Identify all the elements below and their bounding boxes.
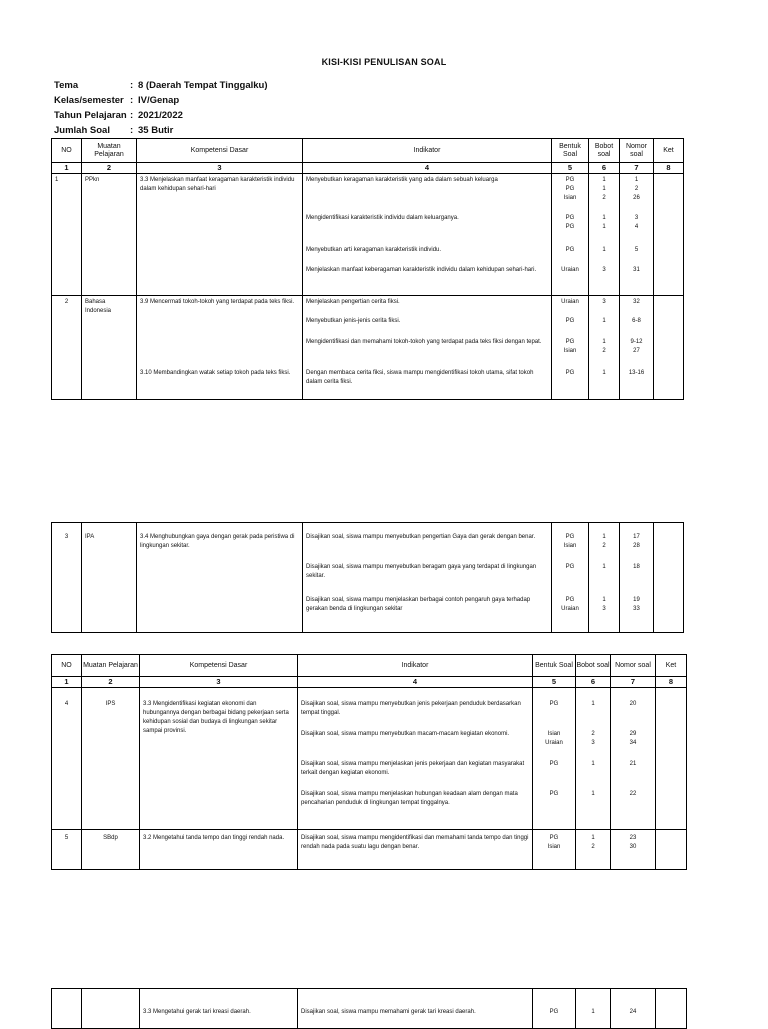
row-no-text: 4 bbox=[64, 701, 69, 707]
row-kd bbox=[140, 688, 298, 830]
row-nomor bbox=[620, 296, 654, 400]
row-kd-text: 3.3 Menjelaskan manfaat keragaman karakteristik individu dalam kehidupan sehari-hari bbox=[140, 177, 295, 192]
row-mapel bbox=[82, 174, 137, 296]
nomor-group bbox=[623, 214, 650, 232]
header-no: NO bbox=[52, 655, 82, 677]
col-number: 2 bbox=[82, 163, 137, 174]
bentuk-value: Isian bbox=[563, 543, 577, 549]
bentuk-value: PG bbox=[565, 177, 575, 183]
bobot-value: 1 bbox=[602, 177, 606, 183]
bentuk-value: PG bbox=[565, 564, 575, 570]
meta-value: IV/Genap bbox=[138, 95, 180, 106]
nomor-group bbox=[623, 533, 650, 551]
row-bobot bbox=[589, 296, 620, 400]
indikator-item: Disajikan soal, siswa mampu menjelaskan berbagai contoh pengaruh gaya terhadap gerakan benda di lingkungan sekitar bbox=[306, 597, 531, 612]
col-number: 7 bbox=[611, 677, 656, 688]
bentuk-value: PG bbox=[549, 701, 559, 707]
meta-label: Tema bbox=[54, 80, 79, 91]
bobot-value: 2 bbox=[591, 731, 595, 737]
bentuk-value: PG bbox=[549, 1009, 559, 1015]
col-number: 4 bbox=[298, 677, 533, 688]
nomor-value: 18 bbox=[633, 564, 640, 570]
nomor-value: 31 bbox=[633, 267, 640, 273]
col-number: 6 bbox=[576, 677, 611, 688]
row-mapel bbox=[82, 296, 137, 400]
nomor-value: 6-8 bbox=[632, 318, 641, 324]
bentuk-group bbox=[555, 214, 585, 232]
row-kd bbox=[140, 830, 298, 870]
row-bentuk bbox=[533, 830, 576, 870]
row-indikator bbox=[298, 830, 533, 870]
row-indikator bbox=[303, 174, 552, 296]
bentuk-group bbox=[555, 338, 585, 356]
header-nomor: Nomor soal bbox=[611, 655, 656, 677]
header-nomor: Nomor soal bbox=[620, 139, 654, 163]
bentuk-value: Isian bbox=[547, 731, 561, 737]
indikator-item: Disajikan soal, siswa mampu mengidentifikasi dan memahami tanda tempo dan tinggi rendah nada pada suatu lagu dengan benar. bbox=[301, 835, 529, 850]
row-ket bbox=[654, 296, 684, 400]
bobot-value: 1 bbox=[602, 247, 606, 253]
row-mapel bbox=[82, 989, 140, 1029]
header-indikator: Indikator bbox=[303, 139, 552, 163]
bentuk-value: Uraian bbox=[561, 267, 579, 273]
indikator-item: Menyebutkan arti keragaman karakteristik individu. bbox=[306, 247, 442, 253]
bobot-group bbox=[592, 214, 616, 232]
row-kd bbox=[137, 174, 303, 296]
bentuk-value: PG bbox=[565, 534, 575, 540]
nomor-value: 9-12 bbox=[630, 339, 643, 345]
row-bobot bbox=[589, 174, 620, 296]
row-no-text: 1 bbox=[55, 177, 59, 183]
bentuk-value: Isian bbox=[563, 195, 577, 201]
bobot-value: 1 bbox=[602, 534, 606, 540]
bentuk-value: PG bbox=[565, 186, 575, 192]
row-no bbox=[52, 830, 82, 870]
bentuk-value: PG bbox=[549, 791, 559, 797]
header-ket: Ket bbox=[656, 655, 687, 677]
row-ket bbox=[654, 523, 684, 633]
nomor-value: 19 bbox=[633, 597, 640, 603]
nomor-value: 33 bbox=[633, 606, 640, 612]
row-mapel-text: SBdp bbox=[103, 835, 118, 841]
col-number: 4 bbox=[303, 163, 552, 174]
bentuk-group bbox=[536, 730, 572, 748]
bentuk-group bbox=[555, 533, 585, 551]
row-nomor bbox=[620, 523, 654, 633]
bentuk-value: PG bbox=[565, 339, 575, 345]
column-number-row bbox=[52, 677, 687, 688]
header-bentuk: Bentuk Soal bbox=[552, 139, 589, 163]
bentuk-value: Isian bbox=[547, 844, 561, 850]
bobot-group bbox=[592, 596, 616, 614]
row-no-text: 3 bbox=[64, 534, 69, 540]
bobot-group bbox=[579, 730, 607, 748]
nomor-value: 32 bbox=[633, 299, 640, 305]
meta-colon: : bbox=[130, 110, 134, 121]
header-ket: Ket bbox=[654, 139, 684, 163]
row-ket bbox=[654, 174, 684, 296]
col-number: 3 bbox=[140, 677, 298, 688]
bentuk-value: PG bbox=[565, 247, 575, 253]
bentuk-value: PG bbox=[549, 761, 559, 767]
bobot-value: 2 bbox=[591, 844, 595, 850]
bentuk-value: Uraian bbox=[545, 740, 563, 746]
row-kd-text: 3.3 Mengetahui gerak tari kreasi daerah. bbox=[143, 1009, 251, 1015]
row-bobot bbox=[576, 688, 611, 830]
nomor-group bbox=[623, 338, 650, 356]
row-indikator bbox=[303, 296, 552, 400]
meta-label: Jumlah Soal bbox=[54, 125, 110, 136]
bobot-value: 1 bbox=[591, 1009, 595, 1015]
bobot-value: 2 bbox=[602, 348, 606, 354]
row-kd-text: 3.2 Mengetahui tanda tempo dan tinggi rendah nada. bbox=[143, 835, 285, 841]
header-mapel: Muatan Pelajaran bbox=[82, 655, 140, 677]
row-indikator bbox=[298, 688, 533, 830]
header-row bbox=[52, 655, 687, 677]
bobot-value: 1 bbox=[591, 835, 595, 841]
row-mapel bbox=[82, 523, 137, 633]
nomor-value: 30 bbox=[629, 844, 637, 850]
row-bobot bbox=[576, 830, 611, 870]
nomor-group bbox=[614, 730, 652, 748]
row-kd-text: 3.4 Menghubungkan gaya dengan gerak pada peristiwa di lingkungan sekitar. bbox=[140, 534, 295, 549]
document-title: KISI-KISI PENULISAN SOAL bbox=[321, 57, 447, 67]
row-kd-text: 3.9 Mencermati tokoh-tokoh yang terdapat pada teks fiksi. bbox=[140, 299, 295, 305]
row-mapel-text: IPS bbox=[105, 701, 116, 707]
bentuk-group bbox=[536, 834, 572, 852]
table-3 bbox=[51, 654, 687, 870]
indikator-item: Menjelaskan pengertian cerita fiksi. bbox=[306, 299, 400, 305]
bentuk-value: Isian bbox=[563, 348, 577, 354]
indikator-item: Dengan membaca cerita fiksi, siswa mampu mengidentifikasi tokoh utama, sifat tokoh dalam cerita fiksi. bbox=[306, 370, 534, 385]
bentuk-value: Uraian bbox=[561, 606, 579, 612]
bobot-value: 3 bbox=[602, 299, 606, 305]
header-indikator: Indikator bbox=[298, 655, 533, 677]
bentuk-value: PG bbox=[565, 318, 575, 324]
row-nomor bbox=[620, 174, 654, 296]
nomor-value: 4 bbox=[634, 224, 639, 230]
bobot-group bbox=[579, 834, 607, 852]
indikator-item: Disajikan soal, siswa mampu menyebutkan beragam gaya yang terdapat di lingkungan sekitar. bbox=[306, 564, 537, 579]
row-kd-text: 3.3 Mengidentifikasi kegiatan ekonomi dan hubungannya dengan berbagai bidang pekerjaan serta kehidupan sosial dan budaya di lingkungan sekitar sampai provinsi. bbox=[143, 701, 289, 734]
col-number: 1 bbox=[52, 677, 82, 688]
indikator-item: Disajikan soal, siswa mampu menyebutkan jenis pekerjaan penduduk berdasarkan tempat tinggal. bbox=[301, 701, 521, 716]
col-number: 7 bbox=[620, 163, 654, 174]
nomor-value: 24 bbox=[629, 1009, 637, 1015]
row-bentuk bbox=[552, 523, 589, 633]
meta-label: Kelas/semester bbox=[54, 95, 124, 106]
meta-colon: : bbox=[130, 95, 134, 106]
header-no: NO bbox=[52, 139, 82, 163]
indikator-item: Menyebutkan keragaman karakteristik yang ada dalam sebuah keluarga bbox=[306, 177, 498, 183]
nomor-group bbox=[623, 176, 650, 203]
indikator-item: Disajikan soal, siswa mampu menyebutkan pengertian Gaya dan gerak dengan benar. bbox=[306, 534, 536, 540]
row-mapel bbox=[82, 688, 140, 830]
bobot-value: 3 bbox=[591, 740, 595, 746]
nomor-value: 13-16 bbox=[628, 370, 645, 376]
col-number: 8 bbox=[654, 163, 684, 174]
header-bobot: Bobot soal bbox=[589, 139, 620, 163]
header-bobot: Bobot soal bbox=[576, 655, 611, 677]
bobot-value: 1 bbox=[591, 701, 595, 707]
nomor-value: 1 bbox=[634, 177, 639, 183]
row-no bbox=[52, 523, 82, 633]
bentuk-group bbox=[555, 176, 585, 203]
row-kd-text: 3.10 Membandingkan watak setiap tokoh pada teks fiksi. bbox=[140, 370, 291, 376]
indikator-item: Disajikan soal, siswa mampu menjelaskan jenis pekerjaan dan kegiatan masyarakat terkait dengan kegiatan ekonomi. bbox=[301, 761, 525, 776]
header-mapel: Muatan Pelajaran bbox=[82, 139, 137, 163]
row-mapel bbox=[82, 830, 140, 870]
indikator-item: Mengidentifikasi karakteristik individu dalam keluarganya. bbox=[306, 215, 459, 221]
col-number: 5 bbox=[533, 677, 576, 688]
row-ket bbox=[656, 830, 687, 870]
row-bentuk bbox=[533, 989, 576, 1029]
col-number: 8 bbox=[656, 677, 687, 688]
indikator-item: Menjelaskan manfaat keberagaman karakteristik individu dalam kehidupan sehari-hari. bbox=[306, 267, 537, 273]
col-number: 6 bbox=[589, 163, 620, 174]
row-indikator bbox=[303, 523, 552, 633]
nomor-value: 27 bbox=[633, 348, 640, 354]
header-kd: Kompetensi Dasar bbox=[137, 139, 303, 163]
meta-colon: : bbox=[130, 125, 134, 136]
bentuk-group bbox=[555, 596, 585, 614]
row-bobot bbox=[576, 989, 611, 1029]
header-kd: Kompetensi Dasar bbox=[140, 655, 298, 677]
indikator-item: Disajikan soal, siswa mampu memahami gerak tari kreasi daerah. bbox=[301, 1009, 476, 1015]
table-row bbox=[52, 523, 684, 633]
bobot-value: 3 bbox=[602, 606, 606, 612]
meta-value: 2021/2022 bbox=[138, 110, 183, 121]
bobot-value: 1 bbox=[602, 186, 606, 192]
row-kd bbox=[137, 296, 303, 400]
row-nomor bbox=[611, 989, 656, 1029]
meta-colon: : bbox=[130, 80, 134, 91]
nomor-value: 28 bbox=[633, 543, 640, 549]
row-ket bbox=[656, 688, 687, 830]
nomor-value: 2 bbox=[634, 186, 639, 192]
table-1 bbox=[51, 138, 684, 400]
nomor-value: 29 bbox=[629, 731, 637, 737]
table-2 bbox=[51, 522, 684, 633]
bentuk-value: PG bbox=[565, 224, 575, 230]
bobot-value: 1 bbox=[602, 339, 606, 345]
row-nomor bbox=[611, 688, 656, 830]
bentuk-value: PG bbox=[565, 597, 575, 603]
bobot-group bbox=[592, 533, 616, 551]
bobot-value: 1 bbox=[602, 215, 606, 221]
row-no-text: 2 bbox=[64, 299, 69, 305]
header-bentuk: Bentuk Soal bbox=[533, 655, 576, 677]
nomor-value: 17 bbox=[633, 534, 640, 540]
nomor-group bbox=[623, 596, 650, 614]
nomor-value: 5 bbox=[634, 247, 639, 253]
meta-label: Tahun Pelajaran bbox=[54, 110, 127, 121]
nomor-value: 21 bbox=[629, 761, 637, 767]
row-mapel-text: Bahasa Indonesia bbox=[85, 299, 112, 314]
bobot-group bbox=[592, 176, 616, 203]
row-no bbox=[52, 688, 82, 830]
nomor-group bbox=[614, 834, 652, 852]
bobot-value: 1 bbox=[602, 564, 606, 570]
bobot-value: 1 bbox=[602, 224, 606, 230]
col-number: 2 bbox=[82, 677, 140, 688]
table-row bbox=[52, 989, 687, 1029]
row-mapel-text: PPkn bbox=[85, 177, 100, 183]
bobot-group bbox=[592, 338, 616, 356]
row-nomor bbox=[611, 830, 656, 870]
row-no-text: 5 bbox=[64, 835, 69, 841]
row-no bbox=[52, 296, 82, 400]
indikator-item: Disajikan soal, siswa mampu menyebutkan macam-macam kegiatan ekonomi. bbox=[301, 731, 510, 737]
bentuk-value: PG bbox=[565, 215, 575, 221]
bobot-value: 1 bbox=[591, 791, 595, 797]
row-kd bbox=[137, 523, 303, 633]
row-ket bbox=[656, 989, 687, 1029]
col-number: 3 bbox=[137, 163, 303, 174]
table-row bbox=[52, 688, 687, 830]
nomor-value: 22 bbox=[629, 791, 637, 797]
table-row bbox=[52, 296, 684, 400]
row-bentuk bbox=[552, 174, 589, 296]
nomor-value: 34 bbox=[629, 740, 637, 746]
meta-value: 35 Butir bbox=[138, 125, 174, 136]
header-row bbox=[52, 139, 684, 163]
indikator-item: Disajikan soal, siswa mampu menjelaskan hubungan keadaan alam dengan mata pencaharian penduduk di lingkungan tempat tinggalnya. bbox=[301, 791, 518, 806]
row-no bbox=[52, 989, 82, 1029]
bobot-value: 2 bbox=[602, 195, 606, 201]
column-number-row bbox=[52, 163, 684, 174]
bobot-value: 3 bbox=[602, 267, 606, 273]
table-4 bbox=[51, 988, 687, 1029]
indikator-item: Mengidentifikasi dan memahami tokoh-tokoh yang terdapat pada teks fiksi dengan tepat. bbox=[306, 339, 542, 345]
row-no bbox=[52, 174, 82, 296]
meta-value: 8 (Daerah Tempat Tinggalku) bbox=[138, 80, 268, 91]
row-bentuk bbox=[533, 688, 576, 830]
bobot-value: 1 bbox=[591, 761, 595, 767]
indikator-item: Menyebutkan jenis-jenis cerita fiksi. bbox=[306, 318, 401, 324]
nomor-value: 23 bbox=[629, 835, 637, 841]
col-number: 1 bbox=[52, 163, 82, 174]
bobot-value: 1 bbox=[602, 597, 606, 603]
col-number: 5 bbox=[552, 163, 589, 174]
row-bobot bbox=[589, 523, 620, 633]
bentuk-value: PG bbox=[549, 835, 559, 841]
row-indikator bbox=[298, 989, 533, 1029]
bobot-value: 2 bbox=[602, 543, 606, 549]
nomor-value: 3 bbox=[634, 215, 639, 221]
nomor-value: 20 bbox=[629, 701, 637, 707]
bobot-value: 1 bbox=[602, 370, 606, 376]
row-kd bbox=[140, 989, 298, 1029]
table-row bbox=[52, 174, 684, 296]
table-row bbox=[52, 830, 687, 870]
bobot-value: 1 bbox=[602, 318, 606, 324]
row-mapel-text: IPA bbox=[85, 534, 95, 540]
bentuk-value: PG bbox=[565, 370, 575, 376]
bentuk-value: Uraian bbox=[561, 299, 579, 305]
row-bentuk bbox=[552, 296, 589, 400]
nomor-value: 26 bbox=[633, 195, 640, 201]
